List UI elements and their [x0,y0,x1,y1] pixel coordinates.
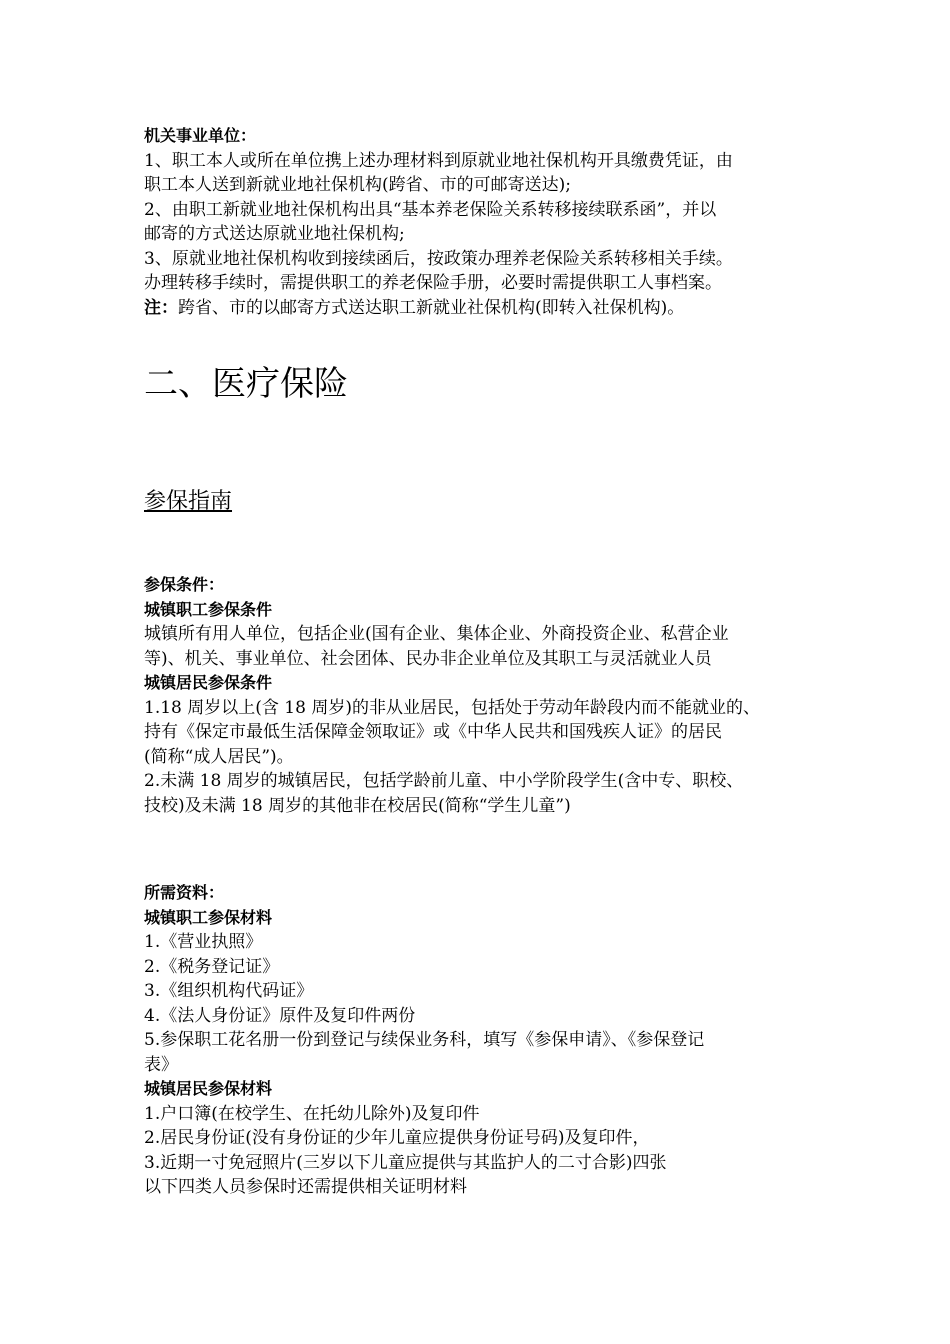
paragraph-line: 技校)及未满 18 周岁的其他非在校居民(简称“学生儿童”) [144,795,571,816]
list-item: 2.《税务登记证》 [144,956,280,977]
paragraph-line: 邮寄的方式送达原就业地社保机构; [144,224,405,244]
section-heading-institutions: 机关事业单位： [144,126,257,145]
list-item: 4.《法人身份证》原件及复印件两份 [144,1005,416,1026]
materials-heading: 所需资料： [144,883,225,902]
paragraph-line: 城镇所有用人单位，包括企业(国有企业、集体企业、外商投资企业、私营企业 [144,624,729,644]
paragraph-line: 办理转移手续时，需提供职工的养老保险手册，必要时需提供职工人事档案。 [144,273,722,293]
note-text: 跨省、市的以邮寄方式送达职工新就业社保机构(即转入社保机构)。 [178,297,685,318]
paragraph-line: 3、原就业地社保机构收到接续函后，按政策办理养老保险关系转移相关手续。 [144,248,733,269]
resident-conditions-heading: 城镇居民参保条件 [144,673,273,692]
list-item: 以下四类人员参保时还需提供相关证明材料 [144,1177,467,1197]
list-item: 3.《组织机构代码证》 [144,981,314,1001]
list-item: 2.居民身份证(没有身份证的少年儿童应提供身份证号码)及复印件， [144,1128,650,1148]
paragraph-line: 持有《保定市最低生活保障金领取证》或《中华人民共和国残疾人证》的居民 [144,722,722,742]
paragraph-line: 2.未满 18 周岁的城镇居民，包括学龄前儿童、中小学阶段学生(含中专、职校、 [144,771,744,791]
employee-materials-heading: 城镇职工参保材料 [144,907,273,927]
spacer [144,517,824,573]
resident-materials-heading: 城镇居民参保材料 [144,1079,273,1098]
note-label: 注： [144,297,178,318]
paragraph-line: 职工本人送到新就业地社保机构(跨省、市的可邮寄送达); [144,175,571,195]
document-page [144,124,824,1200]
guide-title: 参保指南 [144,489,233,514]
employee-conditions-heading: 城镇职工参保条件 [144,599,273,619]
note-line [144,296,824,321]
list-item: 1.《营业执照》 [144,932,263,952]
list-item: 5.参保职工花名册一份到登记与续保业务科，填写《参保申请》、《参保登记 [144,1030,705,1050]
list-item: 3.近期一寸免冠照片(三岁以下儿童应提供与其监护人的二寸合影)四张 [144,1152,667,1173]
list-item: 表》 [144,1054,178,1075]
paragraph-line: 等)、机关、事业单位、社会团体、民办非企业单位及其职工与灵活就业人员 [144,648,712,669]
paragraph-line: 1.18 周岁以上(含 18 周岁)的非从业居民，包括处于劳动年龄段内而不能就业的、 [144,697,760,718]
paragraph-line: 1、职工本人或所在单位携上述办理材料到原就业地社保机构开具缴费凭证，由 [144,150,733,171]
conditions-heading: 参保条件： [144,575,225,594]
spacer [144,818,824,881]
paragraph-line: 2、由职工新就业地社保机构出具“基本养老保险关系转移接续联系函”，并以 [144,199,717,220]
list-item: 1.户口簿(在校学生、在托幼儿除外)及复印件 [144,1103,480,1124]
paragraph-line: (简称“成人居民”)。 [144,746,294,767]
chapter-title: 二、医疗保险 [144,364,348,404]
